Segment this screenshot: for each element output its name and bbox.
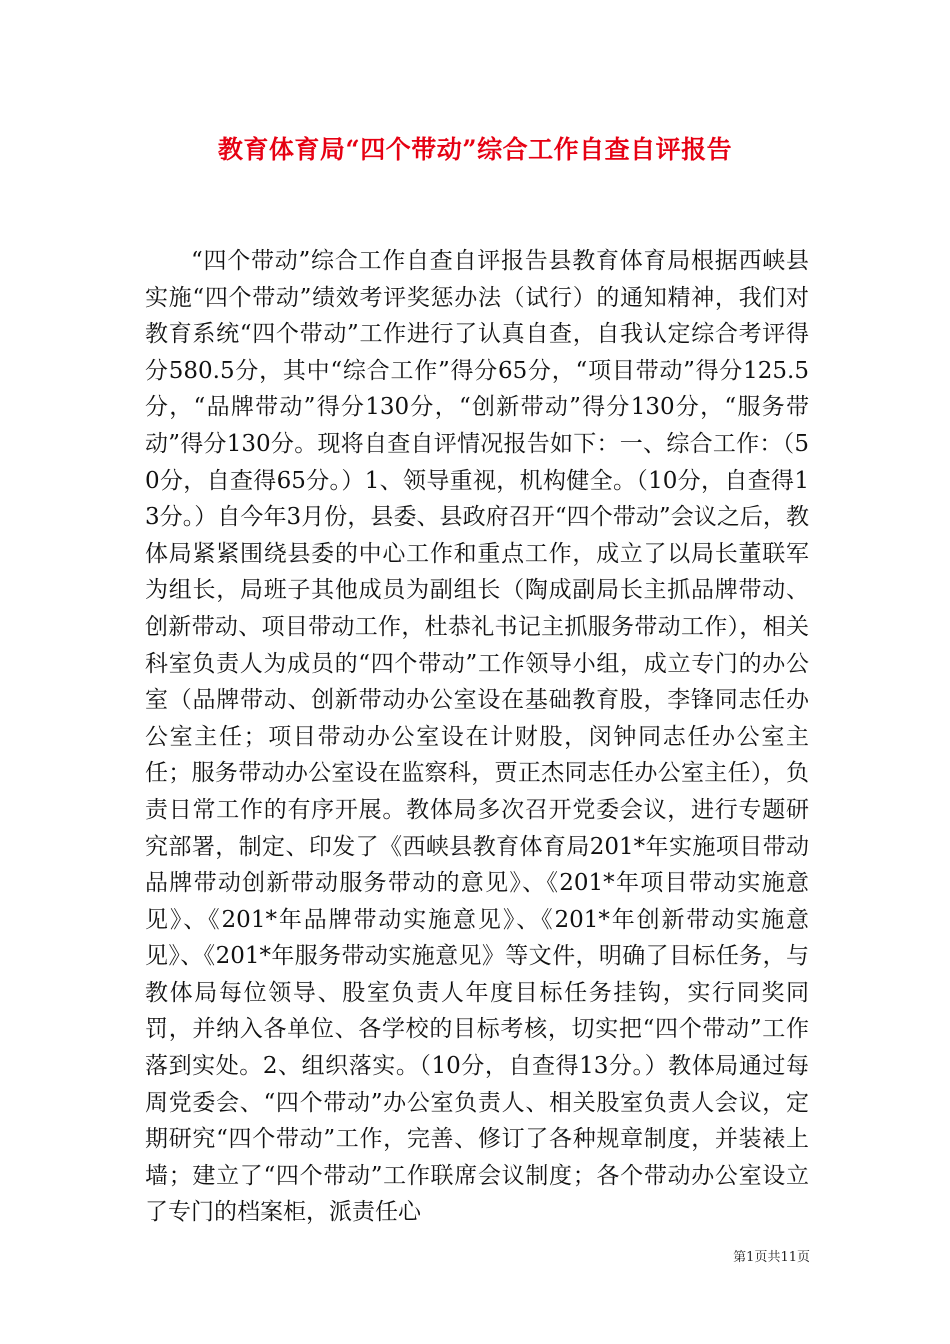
document-body-paragraph: “四个带动”综合工作自查自评报告县教育体育局根据西峡县实施“四个带动”绩效考评奖惩办法（试行）的通知精神，我们对教育系统“四个带动”工作进行了认真自查，自我认定综合考评得分580.5分，其中“综合工作”得分65分，“项目带动”得分125.5分，“品牌带动”得分130分，“创新带动”得分130分，“服务带动”得分130分。现将自查自评情况报告如下：一、综合工作：（50分，自查得65分。）1、领导重视，机构健全。（10分，自查得13分。）自今年3月份，县委、县政府召开“四个带动”会议之后，教体局紧紧围绕县委的中心工作和重点工作，成立了以局长董联军为组长，局班子其他成员为副组长（陶成副局长主抓品牌带动、创新带动、项目带动工作，杜恭礼书记主抓服务带动工作），相关科室负责人为成员的“四个带动”工作领导小组，成立专门的办公室（品牌带动、创新带动办公室设在基础教育股，李锋同志任办公室主任；项目带动办公室设在计财股，闵钟同志任办公室主任；服务带动办公室设在监察科，贾正杰同志任办公室主任），负责日常工作的有序开展。教体局多次召开党委会议，进行专题研究部署，制定、印发了《西峡县教育体育局201*年实施项目带动品牌带动创新带动服务带动的意见》、《201*年项目带动实施意见》、《201*年品牌带动实施意见》、《201*年创新带动实施意见》、《201*年服务带动实施意见》等文件，明确了目标任务，与教体局每位领导、股室负责人年度目标任务挂钩，实行同奖同罚，并纳入各单位、各学校的目标考核，切实把“四个带动”工作落到实处。2、组织落实。（10分，自查得13分。）教体局通过每周党委会、“四个带动”办公室负责人、相关股室负责人会议，定期研究“四个带动”工作，完善、修订了各种规章制度，并装裱上墙；建立了“四个带动”工作联席会议制度；各个带动办公室设立了专门的档案柜，派责任心 xyxy=(145,248,809,1226)
page-number: 第1页共11页 xyxy=(733,1250,810,1265)
document-title: 教育体育局“四个带动”综合工作自查自评报告 xyxy=(217,135,733,164)
